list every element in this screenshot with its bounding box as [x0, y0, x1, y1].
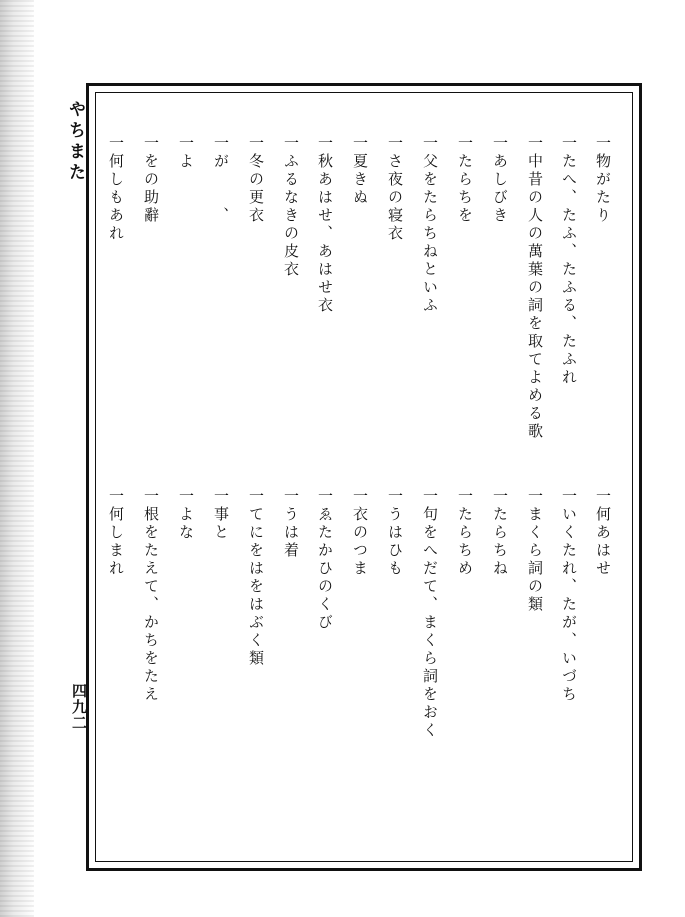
page-number: 四九二: [70, 683, 88, 731]
entry-bottom-12: 一事と: [212, 488, 230, 542]
entry-bottom-2: 一いくたれ、たが、いづち: [560, 488, 578, 704]
entry-top-4: 一あしびき: [491, 135, 509, 225]
entry-top-12: 一が 、: [212, 135, 230, 225]
entry-top-10: 一ふるなきの皮衣: [282, 135, 300, 279]
entry-bottom-11: 一てにをはをはぶく類: [247, 488, 265, 668]
entry-top-13: 一よ: [177, 135, 195, 171]
entry-bottom-6: 一句をへだて、まくら詞をおく: [421, 488, 439, 740]
entry-top-6: 一父をたらちねといふ: [421, 135, 439, 315]
entry-bottom-10: 一うは着: [282, 488, 300, 560]
entry-top-5: 一たらちを: [456, 135, 474, 225]
entry-bottom-4: 一たらちね: [491, 488, 509, 578]
entry-top-14: 一をの助辭: [142, 135, 160, 225]
entry-bottom-7: 一うはひも: [386, 488, 404, 578]
entry-top-11: 一冬の更衣: [247, 135, 265, 225]
entry-top-9: 一秋あはせ、あはせ衣: [316, 135, 334, 315]
entry-bottom-5: 一たらちめ: [456, 488, 474, 578]
entry-top-7: 一さ夜の寝衣: [386, 135, 404, 243]
entry-bottom-13: 一よな: [177, 488, 195, 542]
book-binding-edge: [0, 0, 34, 917]
running-header: やちまた: [65, 100, 85, 184]
entry-top-1: 一物がたり: [594, 135, 612, 225]
entry-bottom-3: 一まくら詞の類: [526, 488, 544, 614]
entry-bottom-14: 一根をたえて、かちをたえ: [142, 488, 160, 704]
entry-top-15: 一何しもあれ: [107, 135, 125, 243]
entry-bottom-9: 一ゑたかひのくび: [316, 488, 334, 632]
entry-top-2: 一たへ、たふ、たふる、たふれ: [560, 135, 578, 387]
entry-top-8: 一夏きぬ: [351, 135, 369, 207]
entry-bottom-8: 一衣のつま: [351, 488, 369, 578]
entry-bottom-1: 一何あはせ: [594, 488, 612, 578]
page-frame-inner: [95, 92, 633, 862]
entry-top-3: 一中昔の人の萬葉の詞を取てよめる歌: [526, 135, 544, 441]
entry-bottom-15: 一何しまれ: [107, 488, 125, 578]
